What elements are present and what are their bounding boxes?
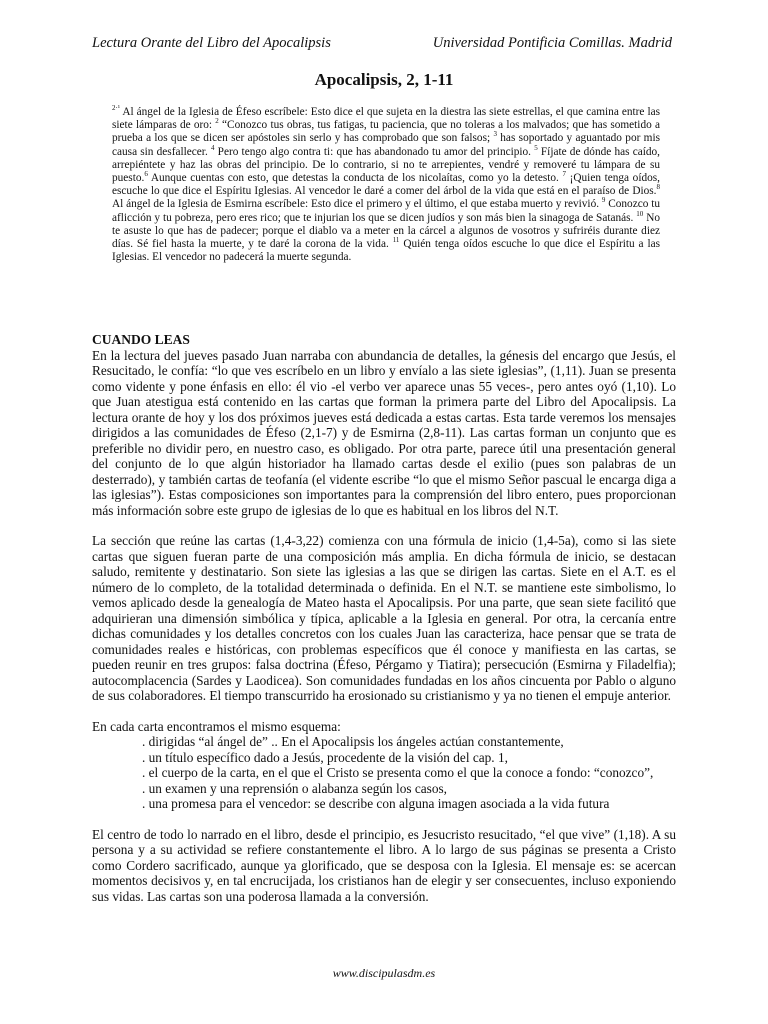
list-intro: En cada carta encontramos el mismo esquema: xyxy=(92,718,341,734)
paragraph-3: El centro de todo lo narrado en el libro, desde el principio, es Jesucristo resucitado, “el que vive” (1,18). A su persona y a su actividad se refiere constantemente el libro. A lo largo de sus páginas se presenta a Cristo como Cordero sacrificado, aunque ya glorificado, que se desposa con la Iglesia. El mensaje es: se acercan momentos decisivos y, en tal encrucijada, los cristianos han de elegir y ser consecuentes, incluso exponiendo sus vidas. Las cartas son una poderosa llamada a la conversión. xyxy=(92,826,676,904)
scripture-paragraph xyxy=(112,106,660,264)
page-title: Apocalipsis, 2, 1-11 xyxy=(314,70,454,89)
verse-number: 2·¹ xyxy=(112,104,120,113)
verse-text: Al ángel de la Iglesia de Éfeso escríbele: Esto dice el que sujeta en la diestra las siete estrellas, el que camina entre las siete lámparas de oro: xyxy=(112,106,660,132)
verse-text: ¡Quien tenga oídos, escuche lo que dice el Espíritu Iglesias. Al vencedor le daré a comer del árbol de la vida que está en el paraíso de Dios. xyxy=(112,172,660,198)
verse-number: 11 xyxy=(392,236,400,245)
verse-text: Quién tenga oídos escuche lo que dice el Espíritu a las Iglesias. El vencedor no padecerá la muerte segunda. xyxy=(112,238,660,264)
verse-text: “Conozco tus obras, tus fatigas, tu paciencia, que no toleras a los malvados; que has sometido a prueba a los que se dicen ser apóstoles sin serlo y has comprobado que son falsos; xyxy=(112,119,660,145)
verse-number: 5 xyxy=(534,143,538,152)
list-item: . un título específico dado a Jesús, procedente de la visión del cap. 1, xyxy=(142,749,508,765)
verse-number: 8 xyxy=(656,183,660,192)
verse-text: has soportado y aguantado por mis causa sin desfallecer. xyxy=(112,132,661,158)
verse-text: Al ángel de la Iglesia de Esmirna escríbele: Esto dice el primero y el último, el que estaba muerto y revivió. xyxy=(112,198,602,211)
verse-number: 6 xyxy=(144,170,148,179)
verse-number: 7 xyxy=(562,170,566,179)
verse-text: Fíjate de dónde has caído, arrepiéntete y haz las obras del principio. De lo contrario, si no te arrepientes, vendré y removeré tu lámpara de su puesto. xyxy=(112,145,660,185)
list-item: . el cuerpo de la carta, en el que el Cristo se presenta como el que la conoce a fondo: “conozco”, xyxy=(142,765,654,780)
verse-number: 4 xyxy=(210,143,215,152)
verse-text: No te asuste lo que has de padecer; porque el diablo va a meter en la cárcel a algunos de vosotros y sufriréis durante diez días. Sé fiel hasta la muerte, y te daré la corona de la vida. xyxy=(112,211,660,251)
verse-text: Pero tengo algo contra ti: que has abandonado tu amor del principio. xyxy=(214,145,535,158)
paragraph-1: En la lectura del jueves pasado Juan narraba con abundancia de detalles, la génesis del encargo que Jesús, el Resucitado, le confía: “lo que ves escríbelo en un libro y envíalo a las siete iglesias”, (1,11). Juan se presenta como vidente y pone énfasis en ello: él vio -el verbo ver aparece unas 55 veces-, pero antes oyó (1,10). Lo que Juan atestigua está contenido en las cartas que forman la primera parte del Libro del Apocalipsis. La lectura orante de hoy y los dos próximos jueves está dedicada a estas cartas. Esta tarde veremos los mensajes dirigidos a las comunidades de Éfeso (2,1-7) y de Esmirna (2,8-11). Las cartas forman un conjunto que es preferible no dividir pero, en nuestro caso, es obligado. Por otra parte, parece útil una presentación general del conjunto de lo que algún historiador ha llamado cartas desde el exilio (pues son palabras de un desterrado), y también cartas de teofanía (el vidente escribe “lo que el mismo Señor pascual le encarga diga a las iglesias”). Estas composiciones son importantes para la comprensión del libro entero, pues proporcionan más información sobre este grupo de iglesias de lo que es habitual en los libros del N.T. xyxy=(92,347,676,518)
header-left: Lectura Orante del Libro del Apocalipsis xyxy=(92,35,331,51)
scripture-passage xyxy=(112,106,660,264)
section-heading: CUANDO LEAS xyxy=(92,332,190,347)
verse-number: 2 xyxy=(215,117,219,126)
list-item: . dirigidas “al ángel de” .. En el Apocalipsis los ángeles actúan constantemente, xyxy=(142,734,564,749)
verse-text: Conozco tu aflicción y tu pobreza, pero eres rico; que te injurian los que se dicen judíos y son más bien la sinagoga de Satanás. xyxy=(112,198,661,224)
verse-number: 3 xyxy=(493,130,497,139)
header-right: Universidad Pontificia Comillas. Madrid xyxy=(432,35,672,51)
verse-number: 10 xyxy=(636,209,644,218)
verse-number: 9 xyxy=(601,196,606,205)
list-item: . una promesa para el vencedor: se describe con alguna imagen asociada a la vida futura xyxy=(142,796,610,811)
verse-text: Aunque cuentas con esto, que detestas la conducta de los nicolaítas, como yo la detesto. xyxy=(147,172,563,185)
page-footer: www.discipulasdm.es xyxy=(332,966,436,980)
list-item: . un examen y una reprensión o alabanza según los casos, xyxy=(142,780,447,796)
commentary xyxy=(92,332,676,904)
paragraph-2: La sección que reúne las cartas (1,4-3,22) comienza con una fórmula de inicio (1,4-5a), como si las siete cartas que siguen fueran parte de una composición más amplia. En dicha fórmula de inicio, se destacan saludo, remitente y destinatario. Son siete las iglesias a las que se dirigen las cartas. Siete en el A.T. es el número de lo completo, de la totalidad determinada o definida. En el N.T. se mantiene este simbolismo, lo vemos aplicado desde la genealogía de Mateo hasta el Apocalipsis. Por una parte, que sean siete facilitó que adquirieran una dimensión simbólica y típica, aplicable a la Iglesia en general. Por otra, la cercanía entre dichas comunidades y los detalles concretos con los cuales Juan las caracteriza, hace pensar que se trata de comunidades reales e históricas, con problemas específicos que él conoce y manifiesta en las cartas, se pueden reunir en tres grupos: falsa doctrina (Éfeso, Pérgamo y Tiatira); persecución (Esmirna y Filadelfia); autocomplacencia (Sardes y Laodicea). Son comunidades fundadas en los años cincuenta por Pablo o alguno de sus colaboradores. El tiempo transcurrido ha erosionado su cristianismo y ya no tienen el empuje anterior. xyxy=(92,533,676,703)
scheme-list xyxy=(92,734,676,812)
